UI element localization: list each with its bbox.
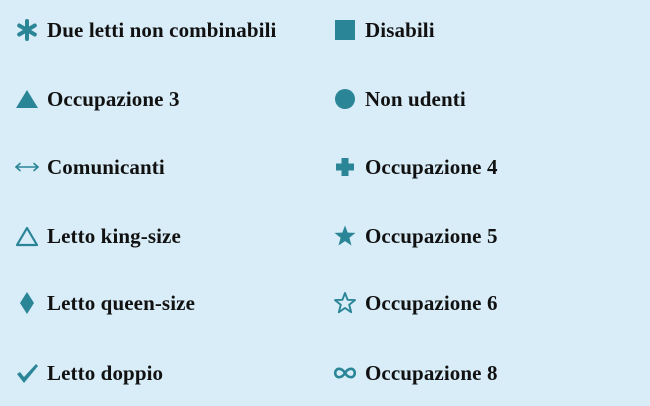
legend-item-letto-doppio <box>14 353 163 393</box>
square-icon <box>332 17 358 43</box>
legend-item-due-letti <box>14 10 276 50</box>
legend-item-occupazione-5 <box>332 216 498 256</box>
circle-icon <box>332 86 358 112</box>
legend-item-occupazione-3 <box>14 79 180 119</box>
legend-label: Letto king-size <box>47 223 181 248</box>
outline-triangle-icon <box>14 223 40 249</box>
checkmark-icon <box>14 360 40 386</box>
filled-triangle-icon <box>14 86 40 112</box>
legend-label: Occupazione 8 <box>365 360 498 385</box>
double-arrow-icon <box>14 154 40 180</box>
legend-label: Occupazione 3 <box>47 86 180 111</box>
legend-label: Occupazione 4 <box>365 154 498 179</box>
legend-label: Letto doppio <box>47 360 164 385</box>
asterisk-icon <box>14 17 40 43</box>
diamond-icon <box>14 290 40 316</box>
legend-label: Letto queen-size <box>47 290 195 315</box>
legend-item-occupazione-8 <box>332 353 498 393</box>
legend-item-occupazione-4 <box>332 147 498 187</box>
legend-item-king-size <box>14 216 181 256</box>
legend-item-queen-size <box>14 283 195 323</box>
legend-label: Disabili <box>365 17 435 42</box>
legend-label: Comunicanti <box>47 154 165 179</box>
legend-item-disabili <box>332 10 435 50</box>
legend-item-comunicanti <box>14 147 165 187</box>
legend-label: Non udenti <box>365 86 466 111</box>
legend-label: Occupazione 6 <box>365 290 498 315</box>
plus-icon <box>332 154 358 180</box>
legend-item-occupazione-6 <box>332 283 498 323</box>
infinity-icon <box>332 360 358 386</box>
legend-item-non-udenti <box>332 79 466 119</box>
filled-star-icon <box>332 223 358 249</box>
outline-star-icon <box>332 290 358 316</box>
legend-label: Due letti non combinabili <box>47 17 277 42</box>
legend-label: Occupazione 5 <box>365 223 498 248</box>
